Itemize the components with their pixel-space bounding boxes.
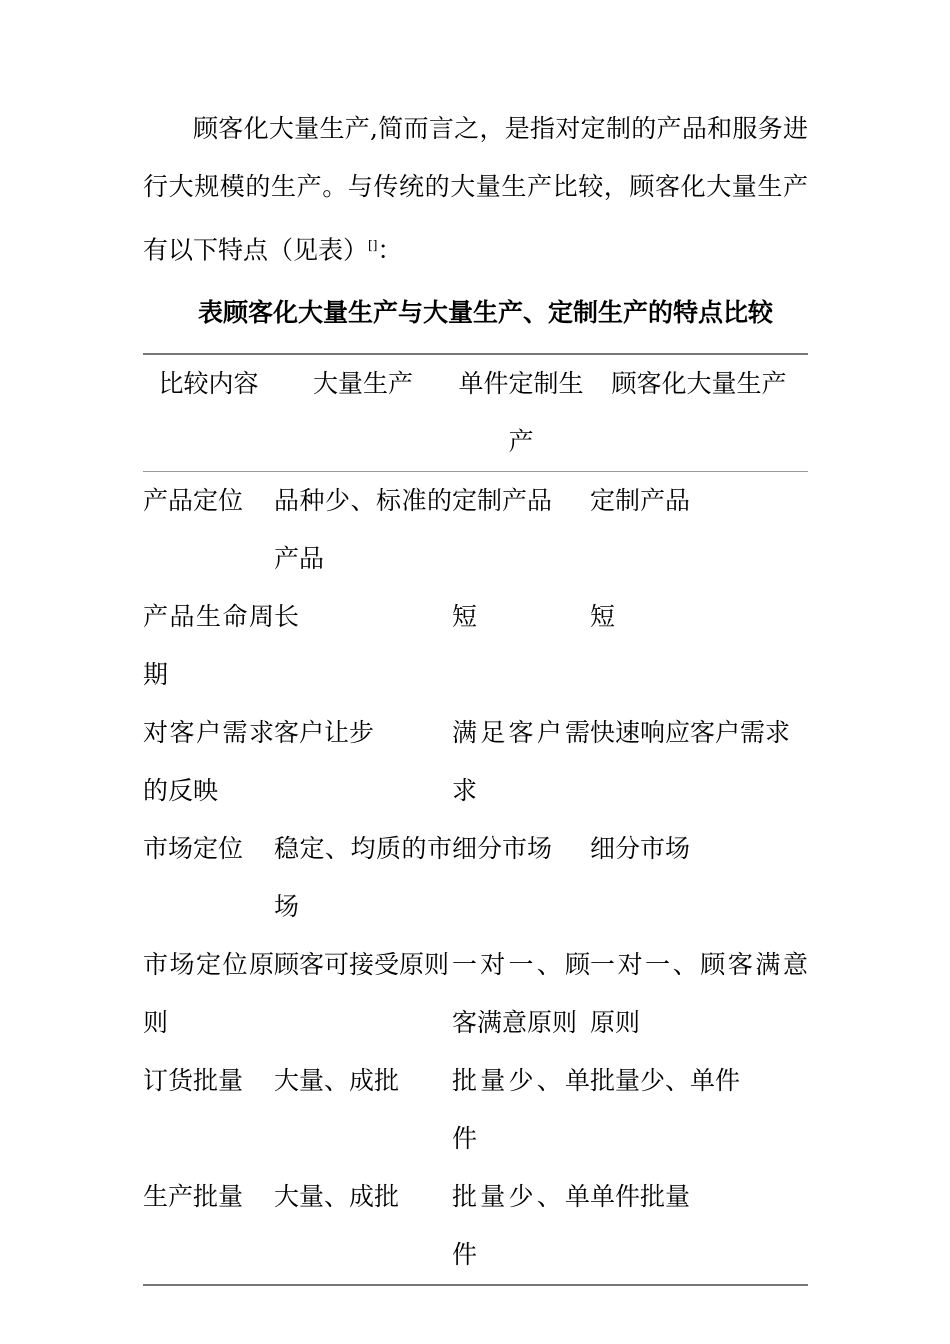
- row-label: 产品生命周期: [143, 602, 274, 689]
- row-label: 产品定位: [143, 486, 244, 515]
- cell-mass-custom: 批量少、单件: [590, 1066, 741, 1095]
- table-row: [143, 936, 808, 1052]
- header-mass-customization: 顾客化大量生产: [611, 369, 787, 398]
- cell-mass-custom: 短: [590, 602, 616, 631]
- cell-custom: 一对一、顾客满意原则: [452, 950, 590, 1037]
- cell-custom: 短: [452, 602, 478, 631]
- reference-mark: []: [368, 238, 378, 252]
- table-row: [143, 472, 808, 589]
- cell-mass-custom: 单件批量: [590, 1182, 691, 1211]
- table-header-row: [143, 354, 808, 472]
- cell-mass: 大量、成批: [274, 1066, 400, 1095]
- cell-mass: 稳定、均质的市场: [274, 834, 452, 921]
- cell-mass: 大量、成批: [274, 1182, 400, 1211]
- row-label: 市场定位原则: [143, 950, 274, 1037]
- cell-custom: 批量少、单件: [452, 1182, 590, 1269]
- table-row: [143, 820, 808, 936]
- header-compare-item: 比较内容: [158, 369, 259, 398]
- table-row: [143, 588, 808, 704]
- cell-custom: 满足客户需求: [452, 718, 590, 805]
- cell-custom: 定制产品: [452, 486, 553, 515]
- intro-tail: ：: [377, 235, 403, 265]
- comparison-table: [143, 353, 808, 1286]
- cell-mass: 顾客可接受原则: [274, 950, 450, 979]
- cell-mass-custom: 细分市场: [590, 834, 691, 863]
- table-row: [143, 1168, 808, 1285]
- cell-mass-custom: 一对一、顾客满意原则: [590, 950, 808, 1037]
- row-label: 生产批量: [143, 1182, 244, 1211]
- intro-paragraph: [143, 100, 808, 279]
- cell-mass: 客户让步: [274, 718, 375, 747]
- table-row: [143, 704, 808, 820]
- header-mass-production: 大量生产: [312, 369, 413, 398]
- header-custom-production: 单件定制生产: [458, 369, 584, 456]
- row-label: 市场定位: [143, 834, 244, 863]
- row-label: 订货批量: [143, 1066, 244, 1095]
- cell-custom: 批量少、单件: [452, 1066, 590, 1153]
- intro-text: 顾客化大量生产,简而言之，是指对定制的产品和服务进行大规模的生产。与传统的大量生产比较，顾客化大量生产有以下特点（见表）: [143, 114, 808, 265]
- cell-mass-custom: 定制产品: [590, 486, 691, 515]
- table-row: [143, 1052, 808, 1168]
- cell-custom: 细分市场: [452, 834, 553, 863]
- cell-mass: 品种少、标准的产品: [274, 486, 452, 573]
- cell-mass: 长: [274, 602, 300, 631]
- table-title: 表顾客化大量生产与大量生产、定制生产的特点比较: [197, 298, 773, 327]
- row-label: 对客户需求的反映: [143, 718, 274, 805]
- cell-mass-custom: 快速响应客户需求: [590, 718, 791, 747]
